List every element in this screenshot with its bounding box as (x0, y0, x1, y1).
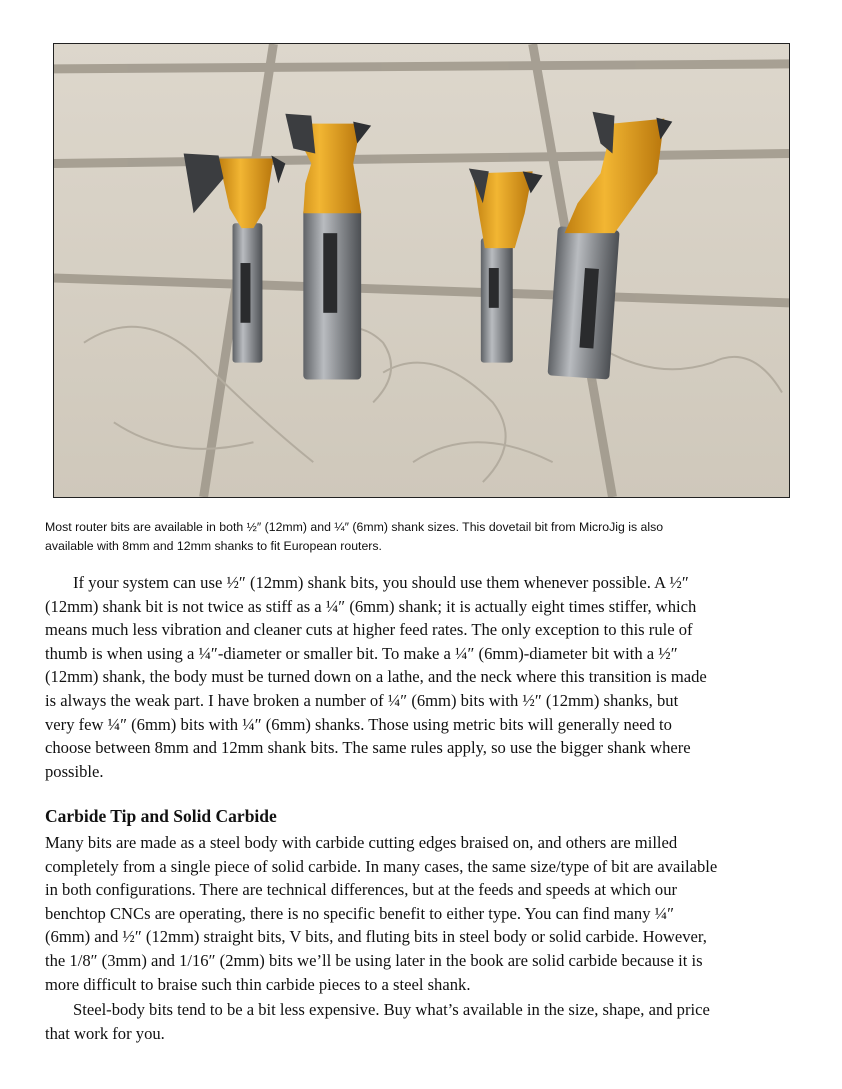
text-line: (12mm) shank bit is not twice as stiff as a ¼″ (6mm) shank; it is actually eight times stiffer, which (45, 596, 697, 616)
router-bits-image (54, 44, 789, 497)
text-line: If your system can use ½″ (12mm) shank bits, you should use them whenever possible. A ½″ (73, 573, 689, 592)
text-line: more difficult to braise such thin carbide pieces to a steel shank. (45, 974, 471, 994)
text-line: the 1/8″ (3mm) and 1/16″ (2mm) bits we’ll be using later in the book are solid carbide because it is (45, 950, 703, 970)
text-line: benchtop CNCs are operating, there is no specific benefit to either type. You can find many ¼″ (45, 903, 675, 923)
paragraph-shank-sizes (45, 571, 800, 783)
caption-line-1: Most router bits are available in both ½″ (12mm) and ¼″ (6mm) shank sizes. This dovetail bit from MicroJig is also (45, 520, 664, 534)
photo-caption (45, 518, 805, 556)
router-bits-photo (53, 43, 790, 498)
text-line: choose between 8mm and 12mm shank bits. The same rules apply, so use the bigger shank where (45, 738, 691, 758)
text-line: very few ¼″ (6mm) bits with ¼″ (6mm) shanks. Those using metric bits will generally need to (45, 714, 672, 734)
paragraph-steel-body (45, 998, 800, 1045)
text-line: Steel-body bits tend to be a bit less expensive. Buy what’s available in the size, shape, and price (73, 1000, 710, 1019)
text-line: Many bits are made as a steel body with carbide cutting edges braised on, and others are milled (45, 833, 678, 852)
text-line: that work for you. (45, 1023, 165, 1043)
text-line: (12mm) shank, the body must be turned down on a lathe, and the neck where this transition is made (45, 667, 707, 687)
text-line: is always the weak part. I have broken a number of ¼″ (6mm) bits with ½″ (12mm) shanks, but (45, 690, 679, 710)
text-line: completely from a single piece of solid carbide. In many cases, the same size/type of bit are available (45, 856, 718, 876)
caption-line-2: available with 8mm and 12mm shanks to fit European routers. (45, 539, 382, 553)
text-line: thumb is when using a ¼″-diameter or smaller bit. To make a ¼″ (6mm)-diameter bit with a ½″ (45, 643, 678, 663)
text-line: possible. (45, 761, 104, 781)
text-line: in both configurations. There are technical differences, but at the feeds and speeds at which our (45, 880, 678, 900)
text-line: means much less vibration and cleaner cuts at higher feed rates. The only exception to this rule of (45, 620, 693, 640)
section-heading: Carbide Tip and Solid Carbide (45, 806, 277, 826)
text-line: (6mm) and ½″ (12mm) straight bits, V bits, and fluting bits in steel body or solid carbide. However, (45, 927, 707, 947)
spoilboard (54, 44, 789, 497)
paragraph-carbide (45, 831, 800, 996)
